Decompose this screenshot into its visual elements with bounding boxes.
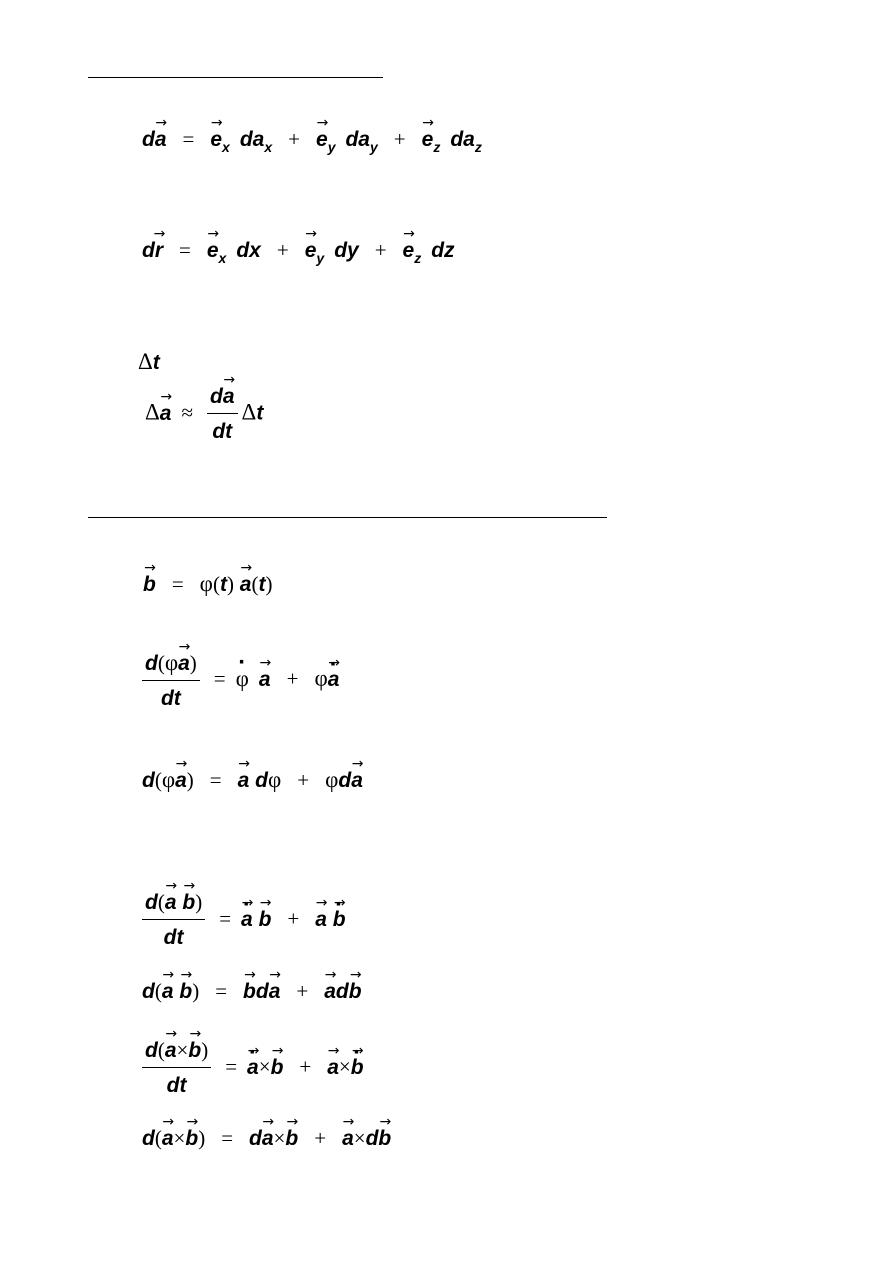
equation-prod-scalar-deriv: $\frac{d(\varphi\to a)}{dt}$ = φ ·→ a + φ→ a · [142, 651, 339, 709]
equation-cross-diff: d(→ a×→ b) = d→ a×→ b +→ a×d→ b [142, 1128, 391, 1149]
equation-cross-deriv: $\frac{d(\to a\times\to b)}{dt}$ =→ a ·×→ b +→ a×→ b · [142, 1040, 364, 1096]
equation-dot-diff: d(→ a → b) =→ bd→ a +→ ad→ b [142, 981, 362, 1002]
equation-dot-deriv: $\frac{d(\to a \to b)}{dt}$ =→ a · → b +→ a → b · [142, 892, 346, 948]
equation-approx: Δ→ a ≈ $\frac{d\to a}{dt}$ Δt [145, 386, 263, 442]
section-rule [88, 517, 607, 518]
top-rule [88, 77, 383, 78]
equation-diff-r: $d\to r =\to e_x$ dx +→ $e_y$ dy +→ $e_z$ dz [142, 240, 455, 265]
equation-delta-t: Δt [138, 349, 160, 374]
equation-diff-a: $d\to a =\to e_x$ $da_x +\to e_y$ $da_y +\to e_z$ $da_z$ [142, 129, 482, 154]
equation-b-def: → b = φ(t) → a(t) [143, 572, 272, 595]
equation-prod-scalar-diff: d(φ→ a) =→ a dφ + φd→ a [142, 768, 363, 791]
